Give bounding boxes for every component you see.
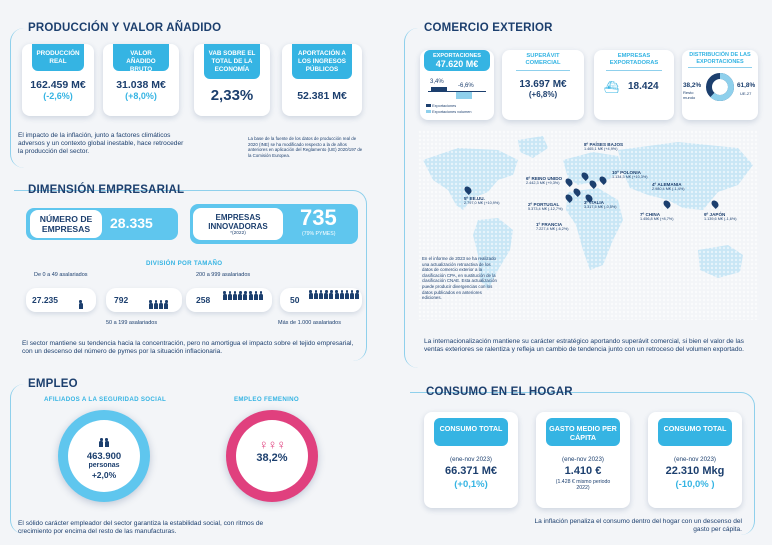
export-bar-b [456, 91, 472, 99]
surplus-label: SUPERÁVIT COMERCIAL [516, 53, 570, 71]
size-label: Más de 1.000 asalariados [278, 320, 341, 326]
country-name: 9º JAPÓN [704, 212, 726, 217]
country-name: 7º CHINA [640, 212, 661, 217]
female-inner [236, 420, 308, 492]
consumption-value: 22.310 Mkg [665, 465, 725, 477]
country-value: 1.134,3 M€ (+10,3%) [612, 175, 648, 179]
people-icon [148, 296, 169, 314]
ship-icon: ⛴ [604, 80, 620, 94]
country-name: 1º FRANCIA [536, 222, 563, 227]
consumption-label: CONSUMO TOTAL [434, 418, 508, 446]
country-label [704, 212, 737, 221]
consumption-label: CONSUMO TOTAL [658, 418, 732, 446]
consumption-label: GASTO MEDIO PER CÁPITA [546, 418, 620, 446]
woman-icon: ♀♀♀ [258, 437, 286, 452]
innovative-label-box [193, 208, 283, 240]
people-icon [222, 291, 268, 300]
consumption-card [536, 412, 630, 508]
production-text: El impacto de la inflación, junto a factores climáticos adversos y un contexto global inestable, hace retroceder la producción del sector. [18, 132, 184, 156]
card-label: APORTACIÓN A LOS INGRESOS PÚBLICOS [292, 44, 352, 79]
innovative-label: EMPRESAS INNOVADORAS [208, 213, 268, 231]
country-value: 1.465,1 M€ (+4,9%) [584, 147, 618, 151]
size-pill [186, 288, 272, 312]
country-name: 4º ALEMANIA [652, 182, 682, 187]
affiliates-unit: personas [88, 462, 120, 469]
consumption-card [424, 412, 518, 508]
legend-a-label: Exportaciones [432, 104, 457, 108]
country-value: 2.797,0 M€ (+10,9%) [464, 201, 500, 205]
surplus-sub: (+6,8%) [528, 90, 558, 99]
country-label [536, 222, 569, 231]
card-sub: (-2,6%) [43, 91, 73, 101]
innovative-note: *(2022) [230, 231, 246, 236]
innovative-value: 735 [300, 205, 337, 230]
firms-label: EMPRESAS EXPORTADORAS [606, 53, 662, 71]
production-title: PRODUCCIÓN Y VALOR AÑADIDO [28, 22, 222, 34]
distribution-donut [705, 72, 735, 102]
country-name: 3º ITALIA [584, 200, 604, 205]
country-value: 5.373,4 M€ (-12,7%) [528, 207, 563, 211]
dist-ue-label: UE-27 [740, 91, 752, 96]
country-name: 5º EE.UU. [464, 196, 485, 201]
size-pill [280, 288, 362, 312]
size-title: DIVISIÓN POR TAMAÑO [146, 260, 223, 267]
companies-value: 28.335 [110, 215, 153, 231]
employment-title: EMPLEO [28, 378, 78, 390]
axis-line [428, 91, 486, 92]
consumption-value: 1.410 € [564, 465, 602, 477]
female-label: EMPLEO FEMENINO [234, 396, 300, 403]
country-name: 10º POLONIA [612, 170, 641, 175]
consumption-period: (ene-nov 2023) [674, 456, 716, 463]
dist-rest-value: 38,2% [683, 82, 702, 89]
card-value: 31.038 M€ [116, 79, 166, 91]
production-card [194, 44, 270, 116]
affiliates-ring [58, 410, 150, 502]
legend-a [426, 104, 456, 108]
surplus-value: 13.697 M€ [519, 79, 567, 90]
business-title: DIMENSIÓN EMPRESARIAL [28, 184, 185, 196]
production-note: La base de la fuente de los datos de producción real de 2020 (INE) se ha modificado respecto a la de años anteriores en aplicación del Reglamento (UE) 2020/197 de la Comisión Europea. [248, 136, 363, 158]
card-value: 52.381 M€ [297, 90, 347, 102]
consumption-period: (ene-nov 2023) [562, 456, 604, 463]
card-value: 162.459 M€ [30, 79, 86, 91]
consumption-period: (ene-nov 2023) [450, 456, 492, 463]
innovative-sub: (79% PYMES) [302, 231, 336, 237]
consumption-sub: (-10,0% ) [675, 479, 715, 490]
dist-rest-label: Resto mundo [683, 90, 696, 100]
map-note: En el informe de 2023 se ha realizado una actualización retroactiva de los datos de comercio exterior a la clasificación CPA, en sustitución de la clasificación CNAE. Esta actualización puede producir divergencias con los datos publicados en anteriores ediciones. [422, 256, 497, 301]
person-icon [78, 296, 83, 314]
card-label: PRODUCCIÓN REAL [32, 44, 84, 71]
bar-b-label: -6,6% [458, 83, 474, 89]
country-label [640, 212, 673, 221]
affiliates-value: 463.900 [86, 451, 122, 462]
dist-ue-value: 61,8% [737, 82, 756, 89]
size-label: De 0 a 49 asalariados [34, 272, 88, 278]
size-value: 258 [196, 295, 211, 305]
distribution-card [682, 50, 758, 120]
size-value: 27.235 [32, 295, 58, 305]
people-icon [308, 290, 360, 299]
consumption-title: CONSUMO EN EL HOGAR [426, 386, 573, 398]
firms-value: 18.424 [628, 81, 659, 92]
trade-text: La internacionalización mantiene su carácter estratégico aportando superávit comercial, si bien el valor de las ventas exteriores se ralentiza y refleja un cambio de tendencia junto con un retroceso del volumen exportado. [424, 338, 744, 354]
country-value: 7.227,4 M€ (-6,2%) [536, 227, 569, 231]
country-name: 8º PAÍSES BAJOS [584, 142, 624, 147]
employment-text: El sólido carácter empleador del sector garantiza la estabilidad social, con ritmos de crecimiento por encima del resto de las manufacturas. [18, 520, 264, 536]
affiliates-inner [68, 420, 140, 492]
production-card [22, 44, 94, 116]
country-label [612, 170, 648, 179]
affiliates-label: AFILIADOS A LA SEGURIDAD SOCIAL [44, 396, 167, 403]
country-label [526, 176, 562, 185]
consumption-sub: (1.428 € mismo periodo 2022) [555, 479, 611, 492]
exports-label: EXPORTACIONES [432, 53, 482, 59]
firms-card [594, 50, 674, 120]
dist-label: DISTRIBUCIÓN DE LAS EXPORTACIONES [688, 52, 752, 68]
exports-card [420, 50, 494, 120]
companies-box [26, 208, 178, 240]
country-label [652, 182, 685, 191]
production-card [282, 44, 362, 116]
consumption-sub: (+0,1%) [454, 479, 488, 490]
country-value: 2.980,4 M€ (-1,4%) [652, 187, 685, 191]
card-label: VAB SOBRE EL TOTAL DE LA ECONOMÍA [204, 44, 260, 79]
card-value: 2,33% [210, 87, 254, 104]
card-sub: (+8,0%) [125, 91, 157, 101]
card-label: VALOR AÑADIDO BRUTO [113, 44, 169, 71]
country-label [528, 202, 563, 211]
consumption-text: La inflación penaliza el consumo dentro del hogar con un descenso del gasto per cápita. [534, 518, 742, 534]
bar-a-label: 3,4% [430, 79, 444, 85]
size-value: 50 [290, 295, 300, 305]
country-value: 1.139,6 M€ (-1,6%) [704, 217, 737, 221]
size-label: 50 a 199 asalariados [106, 320, 158, 326]
legend-b [426, 110, 472, 114]
female-value: 38,2% [256, 452, 288, 464]
trade-title: COMERCIO EXTERIOR [424, 22, 553, 34]
innovative-box [190, 204, 358, 244]
size-label: 200 a 999 asalariados [196, 272, 251, 278]
country-label [584, 200, 617, 209]
exports-header [424, 50, 490, 71]
country-label [584, 142, 623, 151]
people-icon [68, 434, 140, 452]
companies-label: NÚMERO DE EMPRESAS [30, 210, 102, 238]
consumption-value: 66.371 M€ [445, 465, 497, 477]
size-pill [106, 288, 182, 312]
business-text: El sector mantiene su tendencia hacia la concentración, pero no amortigua el impacto sobre el tejido empresarial, con un descenso del número de pymes por la situación inflacionaria. [22, 340, 354, 356]
surplus-card [502, 50, 584, 120]
country-value: 3.317,5 M€ (-0,5%) [584, 205, 617, 209]
size-pill [26, 288, 96, 312]
female-ring [226, 410, 318, 502]
exports-value: 47.620 M€ [435, 59, 479, 69]
country-name: 6º REINO UNIDO [526, 176, 563, 181]
country-label [464, 196, 500, 205]
affiliates-change: +2,0% [91, 470, 117, 480]
production-card [103, 44, 179, 116]
legend-b-label: Exportaciones volumen [432, 110, 472, 114]
country-name: 2º PORTUGAL [528, 202, 560, 207]
consumption-card [648, 412, 742, 508]
country-value: 2.442,3 M€ (+9,3%) [526, 181, 560, 185]
country-value: 1.456,8 M€ (+8,7%) [640, 217, 674, 221]
size-value: 792 [114, 295, 129, 305]
